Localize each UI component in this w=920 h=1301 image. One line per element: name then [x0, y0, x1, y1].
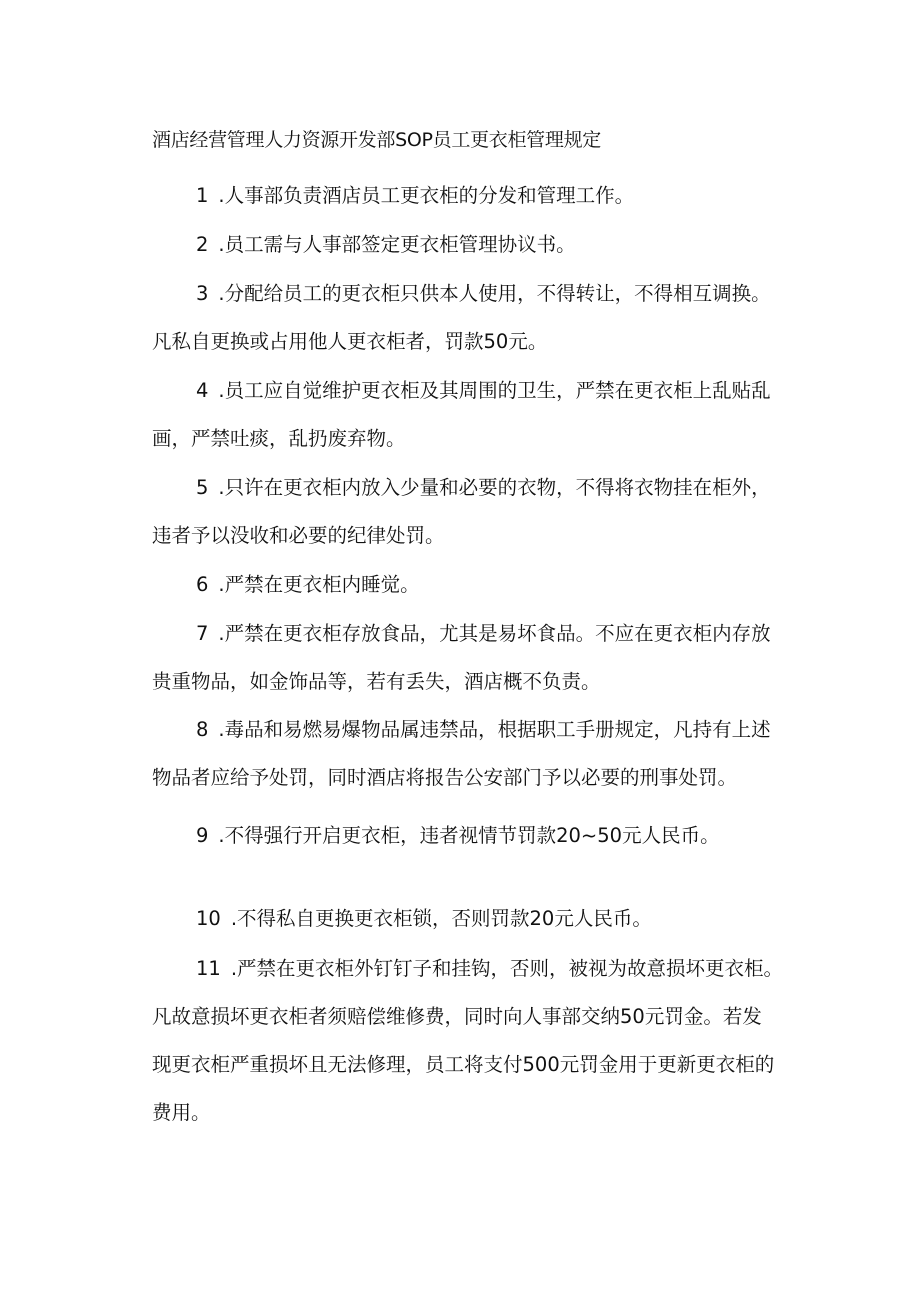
rule-text: .不得私自更换更衣柜锁，否则罚款20元人民币。: [230, 907, 652, 930]
rule-item-11: [196, 953, 783, 985]
rule-text: .不得强行开启更衣柜，违者视情节罚款20~50元人民币。: [218, 824, 720, 847]
rule-text: .毒品和易燃易爆物品属违禁品，根据职工手册规定，凡持有上述: [218, 718, 771, 741]
rule-text: .严禁在更衣柜存放食品，尤其是易坏食品。不应在更衣柜内存放: [218, 622, 771, 645]
rule-number: 6: [196, 573, 209, 596]
rule-text: .人事部负责酒店员工更衣柜的分发和管理工作。: [218, 184, 635, 207]
rule-continuation: 画，严禁吐痰，乱扔废弃物。: [152, 427, 406, 450]
rule-item-9: [196, 820, 720, 852]
rule-text: .只许在更衣柜内放入少量和必要的衣物，不得将衣物挂在柜外，: [218, 476, 771, 499]
rule-item-6: [196, 569, 420, 601]
rule-continuation: 现更衣柜严重损坏且无法修理，员工将支付500元罚金用于更新更衣柜的: [152, 1053, 775, 1076]
rule-item-10: [196, 903, 652, 935]
rule-number: 4: [196, 379, 209, 402]
rule-number: 2: [196, 233, 209, 256]
rule-item-5: [196, 472, 771, 504]
rule-continuation: 费用。: [152, 1101, 211, 1124]
rule-continuation: 违者予以没收和必要的纪律处罚。: [152, 524, 445, 547]
rule-continuation: 凡故意损坏更衣柜者须赔偿维修费，同时向人事部交纳50元罚金。若发: [152, 1005, 762, 1028]
rule-item-3: [196, 278, 771, 310]
rule-number: 7: [196, 622, 209, 645]
rule-item-2: [196, 229, 576, 261]
rule-continuation: 贵重物品，如金饰品等，若有丢失，酒店概不负责。: [152, 670, 601, 693]
rule-number: 8: [196, 718, 209, 741]
rule-item-4: [196, 375, 771, 407]
rule-text: .员工应自觉维护更衣柜及其周围的卫生，严禁在更衣柜上乱贴乱: [218, 379, 771, 402]
rule-number: 1: [196, 184, 209, 207]
rule-number: 3: [196, 282, 209, 305]
rule-item-1: [196, 180, 634, 212]
rule-number: 5: [196, 476, 209, 499]
rule-text: .严禁在更衣柜内睡觉。: [218, 573, 420, 596]
rule-number: 11: [196, 957, 221, 980]
rule-continuation: 物品者应给予处罚，同时酒店将报告公安部门予以必要的刑事处罚。: [152, 766, 738, 789]
rule-item-7: [196, 618, 771, 650]
rule-text: .分配给员工的更衣柜只供本人使用，不得转让，不得相互调换。: [218, 282, 771, 305]
rule-continuation: 凡私自更换或占用他人更衣柜者，罚款50元。: [152, 330, 548, 353]
rule-text: .员工需与人事部签定更衣柜管理协议书。: [218, 233, 576, 256]
document-title: 酒店经营管理人力资源开发部SOP员工更衣柜管理规定: [152, 129, 601, 151]
rule-number: 10: [196, 907, 221, 930]
rule-number: 9: [196, 824, 209, 847]
rule-text: .严禁在更衣柜外钉钉子和挂钩，否则，被视为故意损坏更衣柜。: [230, 957, 784, 980]
rule-item-8: [196, 714, 771, 746]
